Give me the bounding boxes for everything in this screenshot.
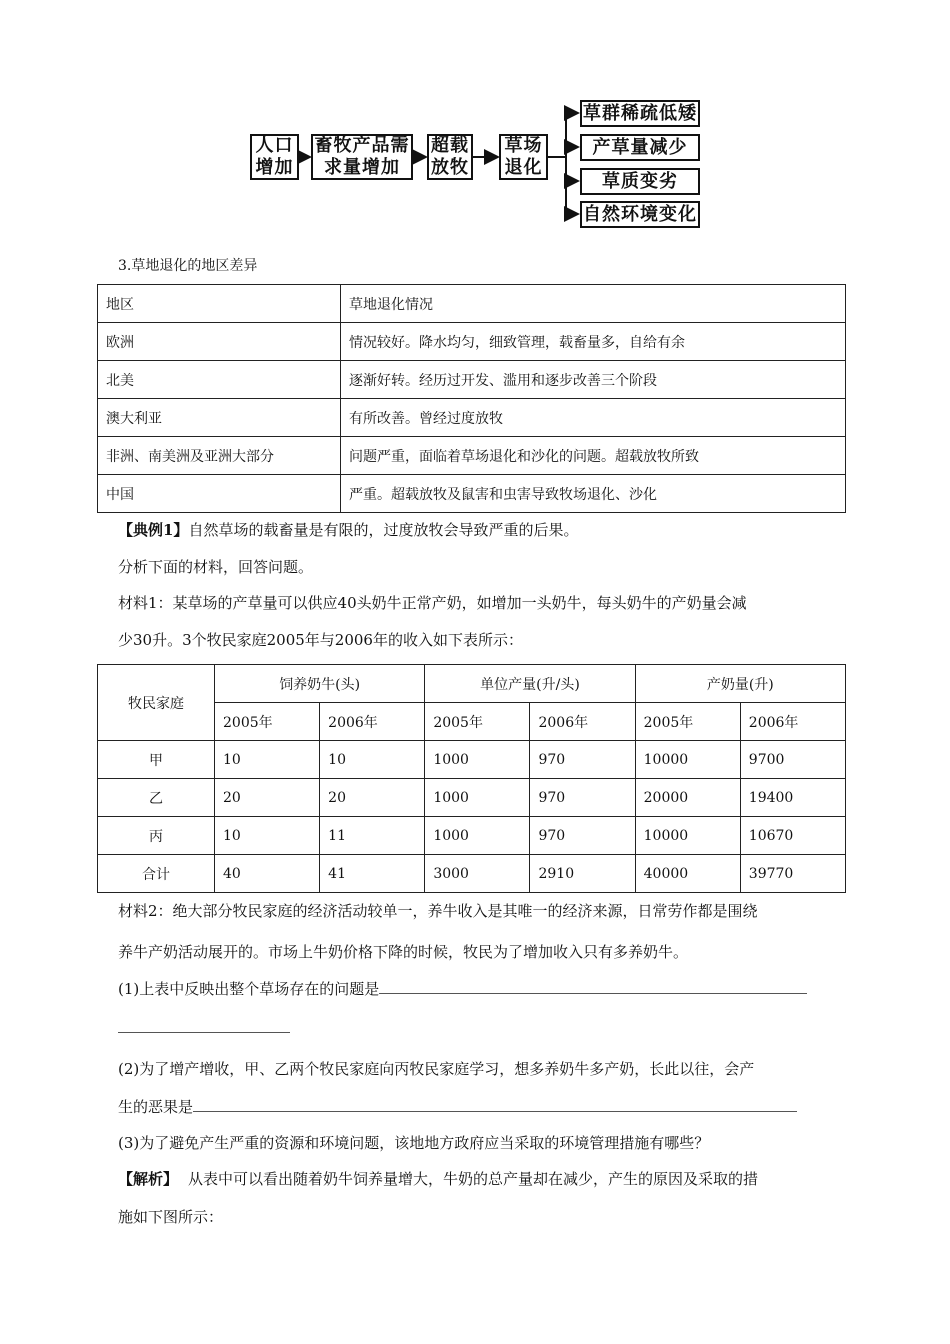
result-environment-change: 自然环境变化 [580, 201, 700, 228]
question-1 [118, 978, 807, 999]
table-row [98, 855, 846, 893]
box-grassland-degradation: 草场退化 [499, 134, 548, 180]
situation-cell: 问题严重，面临着草场退化和沙化的问题。超载放牧所致 [341, 437, 846, 475]
situation-cell: 有所改善。曾经过度放牧 [341, 399, 846, 437]
cause-effect-diagram [250, 96, 730, 230]
header-family: 牧民家庭 [98, 665, 215, 741]
header-cows: 饲养奶牛(头) [215, 665, 425, 703]
situation-cell: 逐渐好转。经历过开发、滥用和逐步改善三个阶段 [341, 361, 846, 399]
table-row [98, 817, 846, 855]
table-row [98, 437, 846, 475]
table-header-row [98, 665, 846, 703]
region-cell: 中国 [98, 475, 341, 513]
value-cell: 2910 [530, 855, 635, 893]
value-cell: 10 [215, 741, 320, 779]
table-header-row [98, 285, 846, 323]
year-cell: 2005年 [215, 703, 320, 741]
region-degradation-table [97, 284, 846, 513]
question-2-line1: (2)为了增产增收，甲、乙两个牧民家庭向丙牧民家庭学习，想多养奶牛多产奶，长此以往，会产 [118, 1060, 755, 1078]
value-cell: 20 [320, 779, 425, 817]
header-milk-output: 产奶量(升) [635, 665, 845, 703]
family-cell: 丙 [98, 817, 215, 855]
result-poor-quality: 草质变劣 [580, 168, 700, 195]
value-cell: 970 [530, 779, 635, 817]
family-cell: 甲 [98, 741, 215, 779]
value-cell: 10 [215, 817, 320, 855]
result-less-yield: 产草量减少 [580, 134, 700, 161]
material2-line2: 养牛产奶活动展开的。市场上牛奶价格下降的时候，牧民为了增加收入只有多养奶牛。 [118, 943, 689, 961]
analysis-line2: 施如下图所示： [118, 1208, 224, 1226]
herder-income-table [97, 664, 846, 893]
header-unit-yield: 单位产量(升/头) [425, 665, 635, 703]
value-cell: 41 [320, 855, 425, 893]
result-sparse-grass: 草群稀疏低矮 [580, 100, 700, 127]
value-cell: 40 [215, 855, 320, 893]
value-cell: 20000 [635, 779, 740, 817]
table-row [98, 779, 846, 817]
analysis-label: 【解析】 [118, 1170, 179, 1188]
box-livestock-demand: 畜牧产品需求量增加 [311, 134, 413, 180]
material2-line1: 材料2：绝大部分牧民家庭的经济活动较单一，养牛收入是其唯一的经济来源，日常劳作都是围绕 [118, 902, 758, 920]
year-cell: 2006年 [740, 703, 845, 741]
year-cell: 2006年 [320, 703, 425, 741]
answer-blank-1-continued[interactable] [118, 1032, 290, 1033]
table-row [98, 361, 846, 399]
example-intro [118, 519, 578, 540]
value-cell: 39770 [740, 855, 845, 893]
value-cell: 1000 [425, 779, 530, 817]
value-cell: 1000 [425, 741, 530, 779]
value-cell: 970 [530, 817, 635, 855]
table-row [98, 741, 846, 779]
instruction-text: 分析下面的材料，回答问题。 [118, 558, 314, 576]
header-region: 地区 [98, 285, 341, 323]
box-population-increase: 人口增加 [250, 134, 299, 180]
value-cell: 9700 [740, 741, 845, 779]
region-cell: 澳大利亚 [98, 399, 341, 437]
table-row [98, 475, 846, 513]
value-cell: 10000 [635, 817, 740, 855]
region-cell: 北美 [98, 361, 341, 399]
question-1-text: (1)上表中反映出整个草场存在的问题是 [118, 980, 380, 998]
value-cell: 20 [215, 779, 320, 817]
region-cell: 非洲、南美洲及亚洲大部分 [98, 437, 341, 475]
table-row [98, 399, 846, 437]
value-cell: 970 [530, 741, 635, 779]
question-2-line2 [118, 1096, 797, 1117]
material1-line1: 材料1：某草场的产草量可以供应40头奶牛正常产奶，如增加一头奶牛，每头奶牛的产奶量会减 [118, 594, 747, 612]
region-cell: 欧洲 [98, 323, 341, 361]
example-intro-text: 自然草场的载畜量是有限的，过度放牧会导致严重的后果。 [188, 521, 579, 539]
answer-blank-1[interactable] [379, 979, 807, 994]
situation-cell: 严重。超载放牧及鼠害和虫害导致牧场退化、沙化 [341, 475, 846, 513]
value-cell: 40000 [635, 855, 740, 893]
table-row [98, 323, 846, 361]
value-cell: 10 [320, 741, 425, 779]
analysis-text: 从表中可以看出随着奶牛饲养量增大，牛奶的总产量却在减少，产生的原因及采取的措 [188, 1170, 759, 1188]
question-3: (3)为了避免产生严重的资源和环境问题，该地地方政府应当采取的环境管理措施有哪些？ [118, 1134, 710, 1152]
value-cell: 1000 [425, 817, 530, 855]
year-cell: 2006年 [530, 703, 635, 741]
value-cell: 11 [320, 817, 425, 855]
question-2-text: 生的恶果是 [118, 1098, 194, 1116]
box-overgrazing: 超载放牧 [427, 134, 473, 180]
value-cell: 10000 [635, 741, 740, 779]
year-cell: 2005年 [425, 703, 530, 741]
value-cell: 10670 [740, 817, 845, 855]
example-label: 【典例1】 [118, 521, 189, 539]
family-cell: 乙 [98, 779, 215, 817]
section-heading: 3.草地退化的地区差异 [118, 258, 258, 274]
family-cell: 合计 [98, 855, 215, 893]
year-cell: 2005年 [635, 703, 740, 741]
material1-line2: 少30升。3个牧民家庭2005年与2006年的收入如下表所示： [118, 631, 523, 649]
header-situation: 草地退化情况 [341, 285, 846, 323]
value-cell: 19400 [740, 779, 845, 817]
situation-cell: 情况较好。降水均匀，细致管理，载畜量多，自给有余 [341, 323, 846, 361]
answer-blank-2[interactable] [193, 1097, 797, 1112]
value-cell: 3000 [425, 855, 530, 893]
analysis-line1 [118, 1168, 758, 1189]
